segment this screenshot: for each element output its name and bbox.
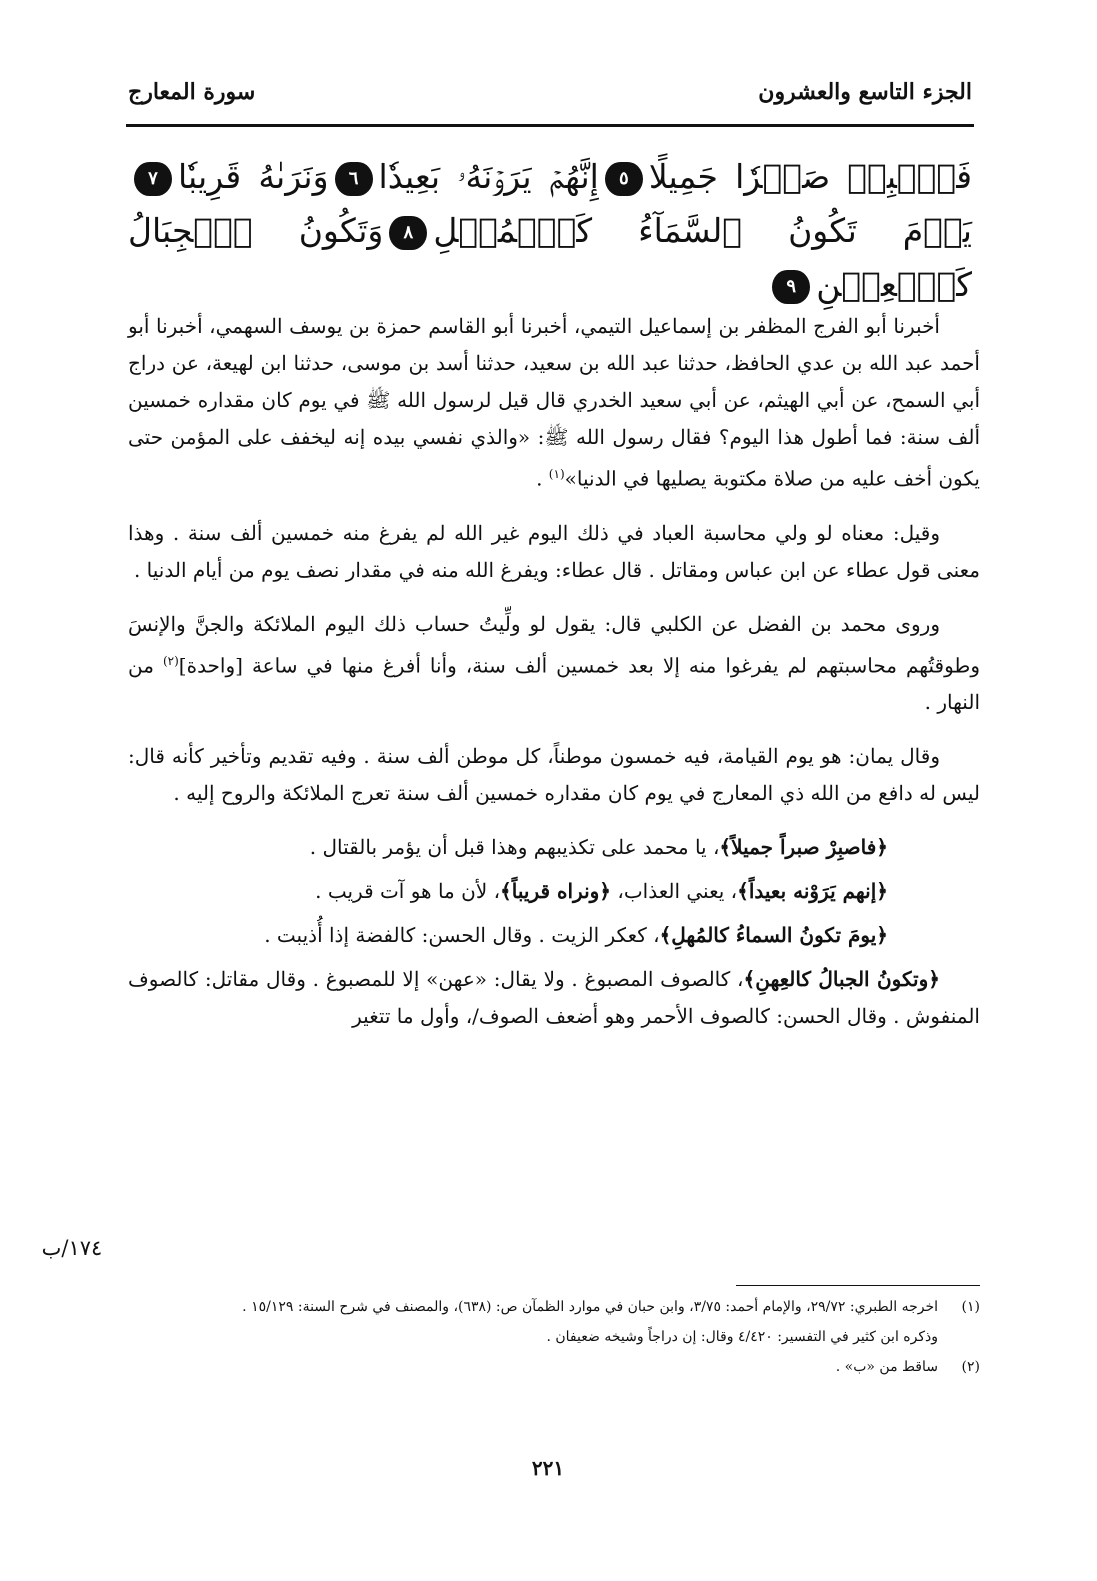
quote-1-text: ، يا محمد على تكذيبهم وهذا قبل أن يؤمر بالقتال . <box>309 835 720 860</box>
tafsir-quote-3 <box>128 917 980 954</box>
quote-2-text-b: ، لأن ما هو آت قريب . <box>315 879 501 904</box>
manuscript-folio-note: ١٧٤/ب <box>41 1236 103 1260</box>
ayah-number-8: ٨ <box>389 216 427 250</box>
footnote-2 <box>128 1354 980 1380</box>
ayah-number-5: ٥ <box>605 162 643 196</box>
tafsir-quote-2 <box>128 873 980 910</box>
quote-3-verse: ﴿يومَ تكونُ السماءُ كالمُهلِ﴾ <box>659 923 888 948</box>
paragraph-kalbi-end: من النهار . <box>128 653 980 715</box>
juz-title: الجزء التاسع والعشرون <box>758 79 972 105</box>
paragraph-kalbi <box>128 606 980 722</box>
page-header <box>128 72 972 112</box>
quote-1-verse: ﴿فاصبِرْ صبراً جميلاً﴾ <box>719 835 888 860</box>
ayah-number-7: ٧ <box>134 162 172 196</box>
footnote-1-text: اخرجه الطبري: ٢٩/٧٢، والإمام أحمد: ٣/٧٥، وابن حبان في موارد الظمآن ص: (٦٣٨)، والمصنف في شرح السنة: ١٥/١٢٩ . <box>242 1299 938 1315</box>
paragraph-kalbi-text: وروى محمد بن الفضل عن الكلبي قال: يقول لو ولِّيتُ حساب ذلك اليوم الملائكة والجنَّ والإنسَ وطوقتُهم محاسبتهم لم يفرغوا منه إلا بعد خمسين ألف سنة، وأنا أفرغ منها في ساعة [واحدة] <box>128 611 980 678</box>
paragraph-hadith-text: أخبرنا أبو الفرج المظفر بن إسماعيل التيمي، أخبرنا أبو القاسم حمزة بن يوسف السهمي، أخبرنا أبو أحمد عبد الله بن عدي الحافظ، حدثنا عبد الله بن سعيد، حدثنا أسد بن موسى، حدثنا ابن لهيعة، عن دراج أبي السمح، عن أبي الهيثم، عن أبي سعيد الخدري قال قيل لرسول الله ﷺ في يوم كان مقداره خمسين ألف سنة: فما أطول هذا اليوم؟ فقال رسول الله ﷺ: «والذي نفسي بيده إنه ليخفف على المؤمن حتى يكون أخف عليه من صلاة مكتوبة يصليها في الدنيا» <box>128 314 980 491</box>
footnote-1-continuation: وذكره ابن كثير في التفسير: ٤/٤٢٠ وقال: إن دراجاً وشيخه ضعيفان . <box>546 1329 938 1345</box>
ayah-9: وَتَكُونُ ٱلۡجِبَالُ كَٱلۡعِهۡنِ <box>128 211 972 304</box>
commentary-body <box>128 308 980 1052</box>
quote-2-verse-b: ﴿ونراه قريباً﴾ <box>500 879 612 904</box>
footnote-2-number: (٢) <box>961 1359 980 1375</box>
ayah-7: وَنَرَىٰهُ قَرِيبٗا <box>178 157 329 196</box>
header-rule <box>126 124 974 127</box>
footnote-rule <box>736 1285 980 1286</box>
paragraph-hadith <box>128 308 980 498</box>
quote-4-text: ، كالصوف المصبوغ . ولا يقال: «عهن» إلا للمصبوغ . وقال مقاتل: كالصوف المنفوش . وقال الحسن: كالصوف الأحمر وهو أضعف الصوف/، وأول ما تتغير <box>128 967 980 1029</box>
quote-4-verse: ﴿وتكونُ الجبالُ كالعِهنِ﴾ <box>743 967 940 992</box>
surah-title: سورة المعارج <box>128 79 256 105</box>
ayah-5: فَٱصۡبِرۡ صَبۡرٗا جَمِيلًا <box>648 157 972 196</box>
paragraph-ata: وقيل: معناه لو ولي محاسبة العباد في ذلك اليوم غير الله لم يفرغ منه خمسين ألف سنة . وهذا معنى قول عطاء عن ابن عباس ومقاتل . قال عطاء: ويفرغ الله منه في مقدار نصف يوم من أيام الدنيا . <box>128 520 980 582</box>
tafsir-quote-4 <box>128 961 980 1035</box>
footnote-1 <box>128 1294 980 1320</box>
ayah-number-9: ٩ <box>772 270 810 304</box>
footnotes <box>128 1294 980 1384</box>
page-number: ٢٢١ <box>531 1456 565 1480</box>
paragraph-hadith-end: . <box>536 466 549 491</box>
footnote-ref-1[interactable]: (١) <box>548 467 565 481</box>
quote-2-text-a: ، يعني العذاب، <box>611 879 738 904</box>
tafsir-quote-1 <box>128 829 980 866</box>
footnote-ref-2[interactable]: (٢) <box>162 653 179 668</box>
ayah-8: يَوۡمَ تَكُونُ ٱلسَّمَآءُ كَٱلۡمُهۡلِ <box>433 211 972 250</box>
quran-verses <box>128 150 972 312</box>
quote-3-text: ، كعكر الزيت . وقال الحسن: كالفضة إذا أُذيبت . <box>264 923 660 948</box>
footnote-2-text: ساقط من «ب» . <box>835 1359 938 1375</box>
paragraph-yaman: وقال يمان: هو يوم القيامة، فيه خمسون موطناً، كل موطن ألف سنة . وفيه تقديم وتأخير كأنه قال: ليس له دافع من الله ذي المعارج في يوم كان مقداره خمسين ألف سنة تعرج الملائكة والروح إليه . <box>128 744 980 806</box>
footnote-1-number: (١) <box>961 1299 980 1315</box>
ayah-number-6: ٦ <box>335 162 373 196</box>
quote-2-verse-a: ﴿إنهم يَرَوْنه بعيداً﴾ <box>737 879 888 904</box>
ayah-6: إِنَّهُمۡ يَرَوۡنَهُۥ بَعِيدٗا <box>378 157 599 196</box>
